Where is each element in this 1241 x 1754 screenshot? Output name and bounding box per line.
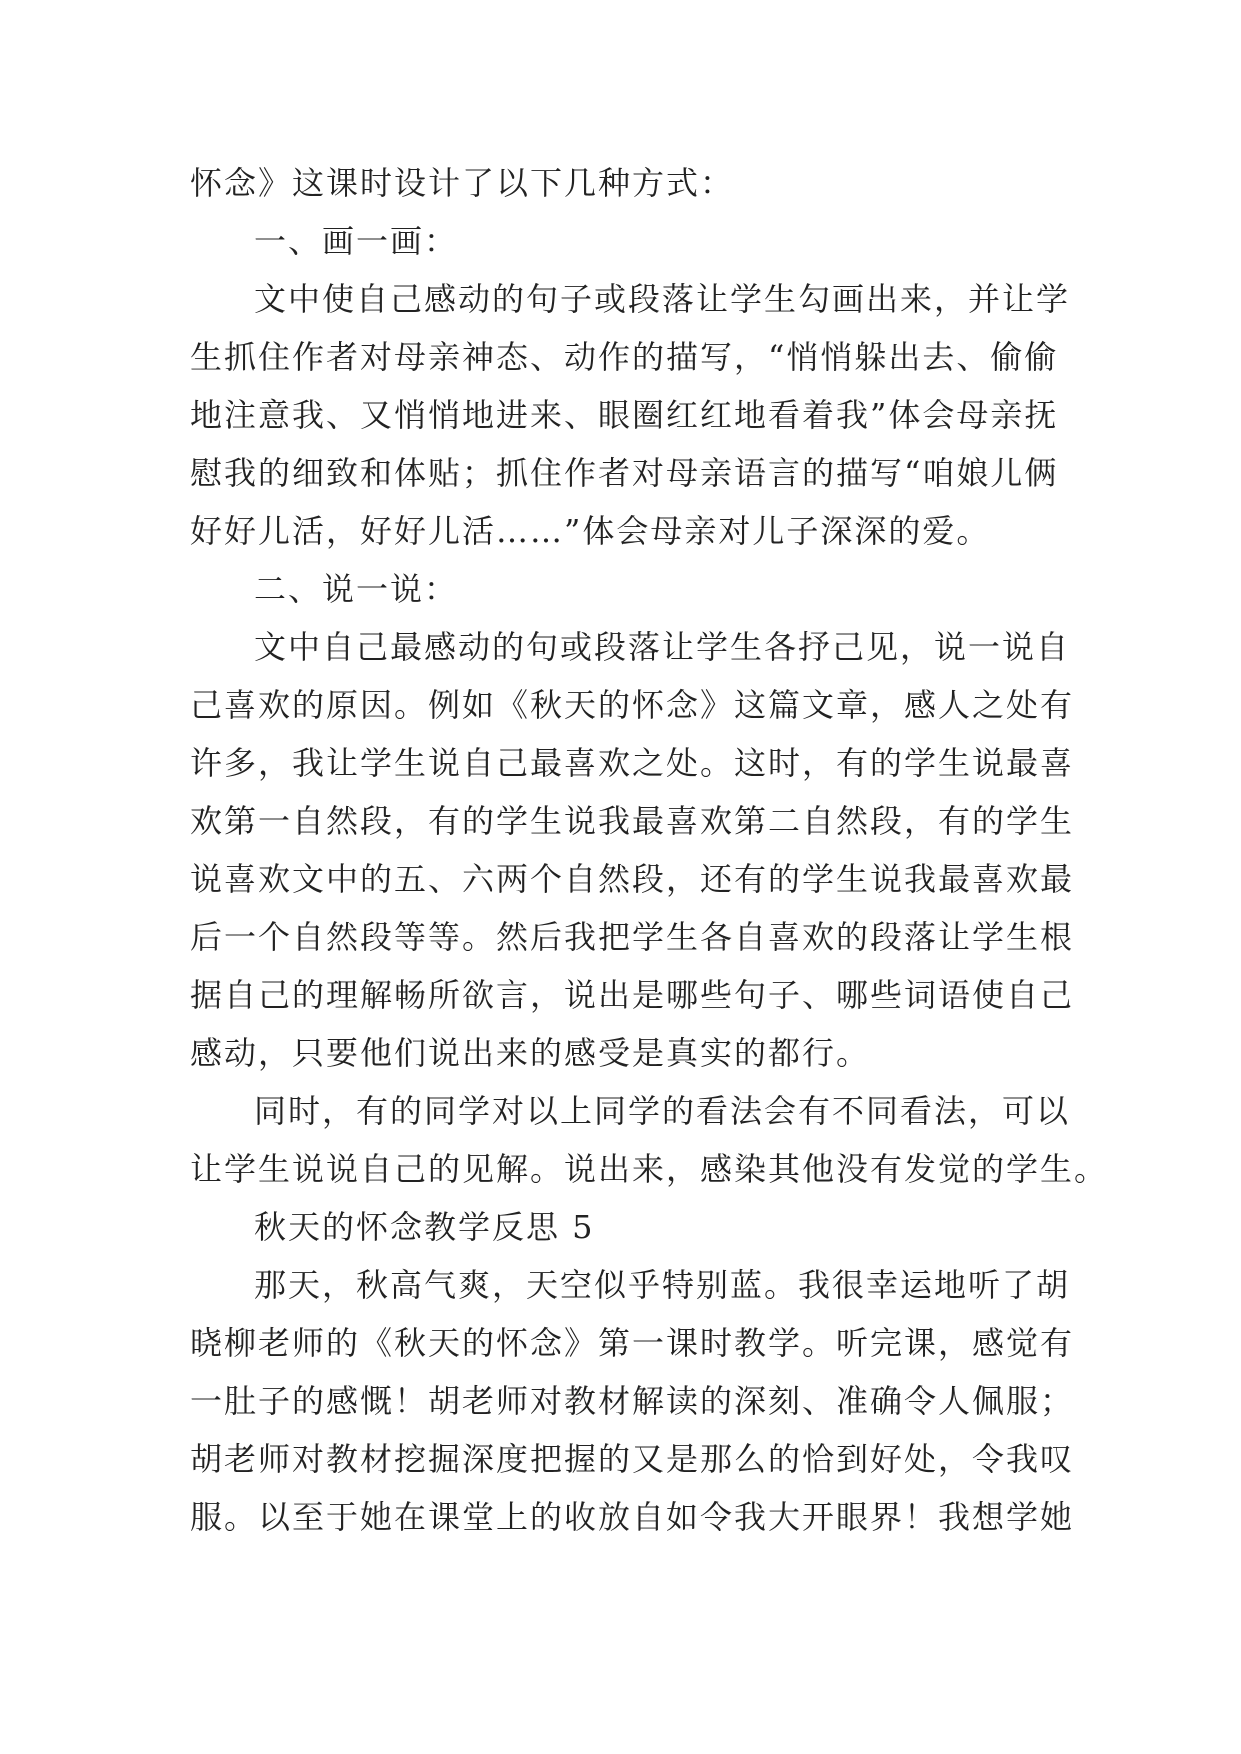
text-line: 文中使自己感动的句子或段落让学生勾画出来，并让学 [254,280,1071,318]
text-line: 那天，秋高气爽，天空似乎特别蓝。我很幸运地听了胡 [254,1266,1071,1304]
text-line: 许多，我让学生说自己最喜欢之处。这时，有的学生说最喜 [190,744,1075,782]
text-line: 晓柳老师的《秋天的怀念》第一课时教学。听完课，感觉有 [190,1324,1075,1362]
text-line: 胡老师对教材挖掘深度把握的又是那么的恰到好处，令我叹 [190,1440,1075,1478]
text-line: 文中自己最感动的句或段落让学生各抒己见，说一说自 [254,628,1071,666]
text-line: 说喜欢文中的五、六两个自然段，还有的学生说我最喜欢最 [190,860,1075,898]
text-line: 欢第一自然段，有的学生说我最喜欢第二自然段，有的学生 [190,802,1075,840]
text-line: 二、说一说： [254,570,459,608]
document-body [190,154,1109,1546]
text-line: 怀念》这课时设计了以下几种方式： [190,164,735,202]
text-line: 服。以至于她在课堂上的收放自如令我大开眼界！我想学她 [190,1498,1075,1536]
text-line: 据自己的理解畅所欲言，说出是哪些句子、哪些词语使自己 [190,976,1075,1014]
text-line: 慰我的细致和体贴；抓住作者对母亲语言的描写“咱娘儿俩 [190,454,1059,492]
text-line: 秋天的怀念教学反思 5 [254,1208,595,1246]
text-line: 好好儿活，好好儿活……”体会母亲对儿子深深的爱。 [190,512,991,550]
text-line: 感动，只要他们说出来的感受是真实的都行。 [190,1034,871,1072]
text-line: 地注意我、又悄悄地进来、眼圈红红地看着我”体会母亲抚 [190,396,1059,434]
text-line: 己喜欢的原因。例如《秋天的怀念》这篇文章，感人之处有 [190,686,1075,724]
text-line: 一肚子的感慨！胡老师对教材解读的深刻、准确令人佩服； [190,1382,1075,1420]
text-line: 让学生说说自己的见解。说出来，感染其他没有发觉的学生。 [190,1150,1109,1188]
text-line: 同时，有的同学对以上同学的看法会有不同看法，可以 [254,1092,1071,1130]
text-line: 后一个自然段等等。然后我把学生各自喜欢的段落让学生根 [190,918,1075,956]
text-line: 生抓住作者对母亲神态、动作的描写，“悄悄躲出去、偷偷 [190,338,1059,376]
text-line: 一、画一画： [254,222,459,260]
